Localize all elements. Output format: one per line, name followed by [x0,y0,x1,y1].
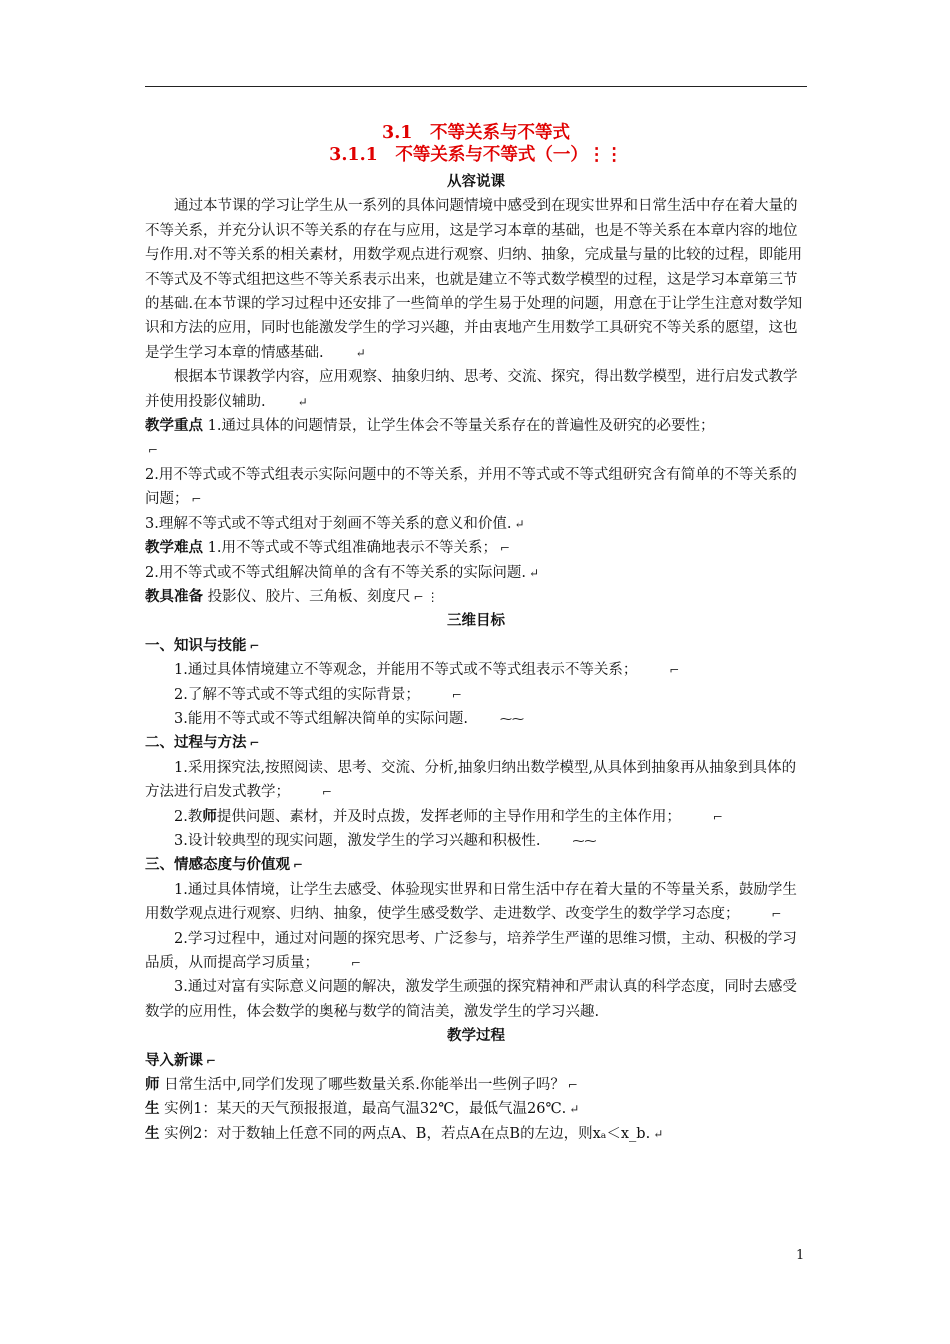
document-body [145,122,807,1146]
new-lesson-heading: 导入新课 ⌐ [145,1049,807,1073]
goals-heading: 三维目标 [447,612,505,630]
squiggle-mark-icon: ⁓⁓ [572,833,597,848]
line-break-mark-icon: ⌐ [206,1053,217,1068]
goal-1-heading: 一、知识与技能 ⌐ [145,634,807,658]
difficulty-1: 教学难点 1.用不等式或不等式组准确地表示不等关系； ⌐ [145,536,807,560]
goal-3-item-1: 1.通过具体情境，让学生去感受、体验现实世界和日常生活中存在着大量的不等量关系，鼓励学生用数学观点进行观察、归纳、抽象，使学生感受数学、走进数学、改变学生的数学学习态度； ⌐ [145,878,807,927]
tools-label: 教具准备 [145,587,203,605]
line-break-mark-icon: ⌐ [322,785,333,800]
line-break-mark-icon: ⌐ [351,956,362,970]
goal-1-item-1: 1.通过具体情境建立不等观念，并能用不等式或不等式组表示不等关系； ⌐ [145,658,807,682]
goal-2-heading: 二、过程与方法 ⌐ [145,731,807,755]
goal-3-item-2: 2.学习过程中，通过对问题的探究思考、广泛参与，培养学生严谨的思维习惯，主动、积极的学习品质，从而提高学习质量； ⌐ [145,927,807,976]
line-break-mark-icon: ⌐ [712,809,723,824]
goal-3-heading: 三、情感态度与价值观 ⌐ [145,853,807,877]
intro-heading: 从容说课 [447,173,505,190]
line-break-mark-icon: ⌐ [499,541,511,556]
line-break-mark-icon: ⌐ [413,589,424,604]
student-line-2: 生 实例2：对于数轴上任意不同的两点A、B，若点A在点B的左边，则xₐ＜x_b. ↵ [145,1122,807,1146]
line-break-mark-icon: ⌐ [567,1078,578,1093]
document-subtitle: 3.1.1 不等关系与不等式（一）⋮⋮ [329,145,623,165]
return-mark-icon: ↵ [355,345,366,360]
line-break-mark-icon: ⌐ [148,443,159,458]
student-line-1: 生 实例1：某天的天气预报报道，最高气温32℃，最低气温26℃. ↵ [145,1097,807,1121]
student-label: 生 [145,1100,160,1118]
goal-1-item-2: 2.了解不等式或不等式组的实际背景； ⌐ [145,683,807,707]
goal-2-item-2: 2.教师提供问题、素材，并及时点拨，发挥老师的主导作用和学生的主体作用； ⌐ [145,805,807,829]
line-break-mark-icon: ⌐ [669,663,680,678]
return-mark-icon: ↵ [528,565,540,580]
goal-2-item-3: 3.设计较典型的现实问题，激发学生的学习兴趣和积极性. ⁓⁓ [145,829,807,853]
key-point-3: 3.理解不等式或不等式组对于刻画不等关系的意义和价值. ↵ [145,512,807,536]
key-point-2: 2.用不等式或不等式组表示实际问题中的不等关系，并用不等式或不等式组研究含有简单的不等关系的问题； ⌐ [145,463,807,512]
teacher-line: 师 日常生活中,同学们发现了哪些数量关系.你能举出一些例子吗？ ⌐ [145,1073,807,1097]
goal-1-item-3: 3.能用不等式或不等式组解决简单的实际问题. ⁓⁓ [145,707,807,731]
return-mark-icon: ↵ [514,516,525,531]
key-point-1: 教学重点 1.通过具体的问题情景，让学生体会不等量关系存在的普遍性及研究的必要性； ⌐ [145,414,807,463]
page-number: 1 [796,1248,805,1263]
line-break-mark-icon: ⌐ [191,492,202,507]
difficulty-label: 教学难点 [145,539,203,557]
process-heading: 教学过程 [447,1027,505,1045]
line-break-mark-icon: ⌐ [771,907,782,922]
key-label: 教学重点 [145,417,203,435]
tools-line: 教具准备 投影仪、胶片、三角板、刻度尺 ⌐ ⋮ [145,585,807,609]
dots-mark-icon: ⋮ [426,589,439,604]
goal-2-item-1: 1.采用探究法,按照阅读、思考、交流、分析,抽象归纳出数学模型,从具体到抽象再从抽象到具体的方法进行启发式教学； ⌐ [145,756,807,805]
teacher-label: 师 [145,1076,160,1094]
squiggle-mark-icon: ⁓⁓ [499,711,524,726]
return-mark-icon: ↵ [297,394,308,409]
line-break-mark-icon: ⌐ [249,736,260,751]
return-mark-icon: ↵ [569,1102,580,1117]
line-break-mark-icon: ⌐ [249,638,260,653]
line-break-mark-icon: ⌐ [451,687,462,702]
goal-3-item-3: 3.通过对富有实际意义问题的解决，激发学生顽强的探究精神和严肃认真的科学态度，同时去感受数学的应用性，体会数学的奥秘与数学的简洁美，激发学生的学习兴趣. [145,979,797,1020]
intro-paragraph-2: 根据本节课教学内容，应用观察、抽象归纳、思考、交流、探究，得出数学模型，进行启发式教学并使用投影仪辅助. ↵ [145,365,807,414]
intro-paragraph-1: 通过本节课的学习让学生从一系列的具体问题情境中感受到在现实世界和日常生活中存在着大量的不等关系，并充分认识不等关系的存在与应用，这是学习本章的基础，也是不等关系在本章内容的地位与作用.对不等关系的相关素材，用数学观点进行观察、归纳、抽象，完成量与量的比较的过程，即能用不等式及不等式组把这些不等关系表示出来，也就是建立不等式数学模型的过程，这是学习本章第三节的基础.在本节课的学习过程中还安排了一些简单的学生易于处理的问题，用意在于让学生注意对数学知识和方法的应用，同时也能激发学生的学习兴趣，并由衷地产生用数学工具研究不等关系的愿望，这也是学生学习本章的情感基础. ↵ [145,194,807,365]
header-rule [145,86,807,87]
student-label: 生 [145,1124,160,1142]
return-mark-icon: ↵ [653,1126,664,1141]
difficulty-2: 2.用不等式或不等式组解决简单的含有不等关系的实际问题. ↵ [145,561,807,585]
document-title: 3.1 不等关系与不等式 [382,123,570,143]
line-break-mark-icon: ⌐ [293,858,304,873]
